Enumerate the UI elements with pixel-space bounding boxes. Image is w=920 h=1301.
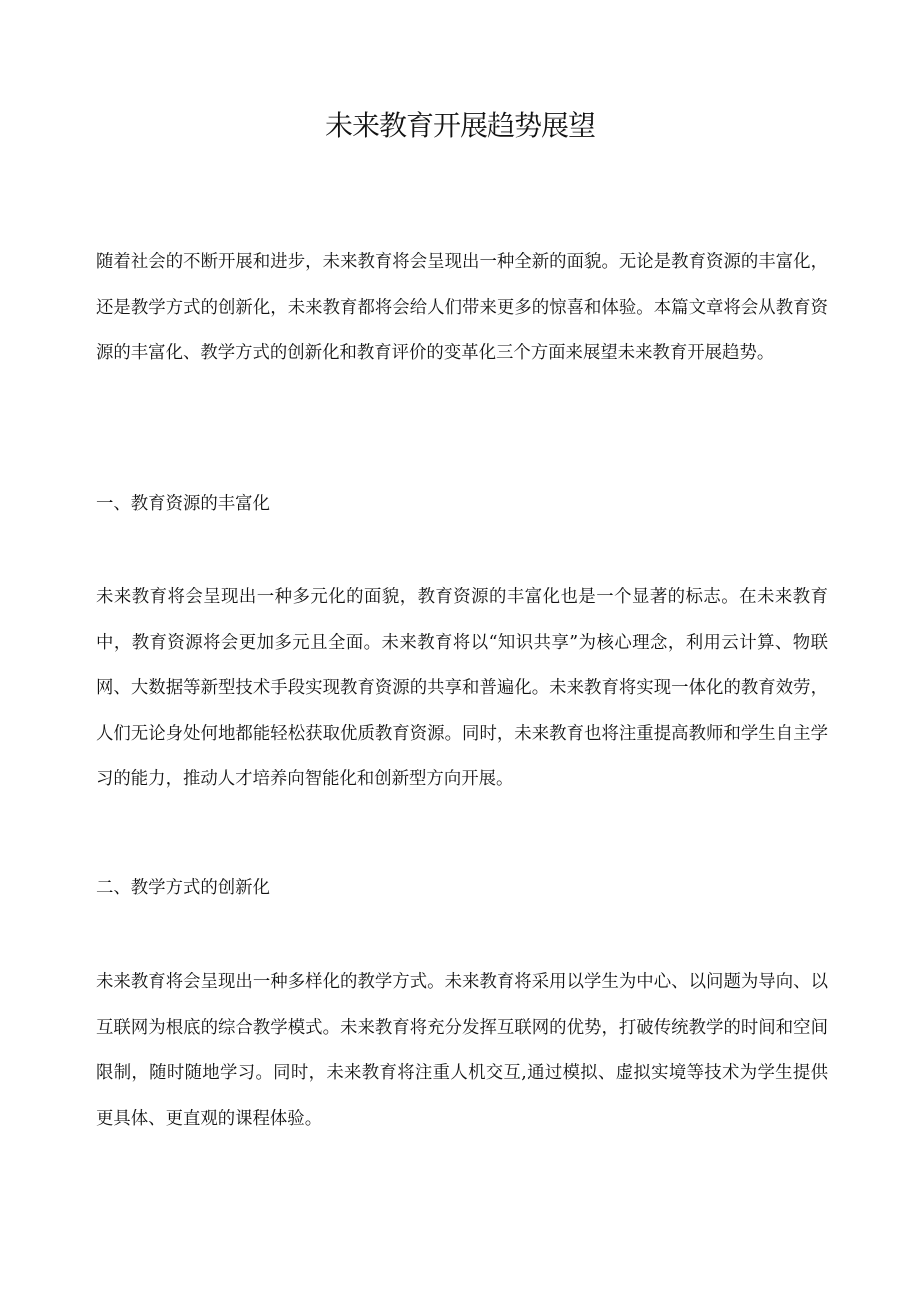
section-body-teaching: 未来教育将会呈现出一种多样化的教学方式。未来教育将采用以学生为中心、以问题为导向、以互联网为根底的综合教学模式。未来教育将充分发挥互联网的优势，打破传统教学的时间和空间限制，随时随地学习。同时，未来教育将注重人机交互,通过模拟、虚拟实境等技术为学生提供更具体、更直观的课程体验。 xyxy=(96,972,828,1129)
document-title: 未来教育开展趋势展望 xyxy=(324,109,595,142)
section-heading-teaching: 二、教学方式的创新化 xyxy=(96,878,270,898)
intro-paragraph: 随着社会的不断开展和进步，未来教育将会呈现出一种全新的面貌。无论是教育资源的丰富化，还是教学方式的创新化，未来教育都将会给人们带来更多的惊喜和体验。本篇文章将会从教育资源的丰富化、教学方式的创新化和教育评价的变革化三个方面来展望未来教育开展趋势。 xyxy=(96,252,828,363)
section-body-resources: 未来教育将会呈现出一种多元化的面貌，教育资源的丰富化也是一个显著的标志。在未来教育中，教育资源将会更加多元且全面。未来教育将以“知识共享”为核心理念，利用云计算、物联网、大数据等新型技术手段实现教育资源的共享和普遍化。未来教育将实现一体化的教育效劳，人们无论身处何地都能轻松获取优质教育资源。同时，未来教育也将注重提高教师和学生自主学习的能力，推动人才培养向智能化和创新型方向开展。 xyxy=(96,587,828,789)
section-heading-resources: 一、教育资源的丰富化 xyxy=(96,494,270,514)
